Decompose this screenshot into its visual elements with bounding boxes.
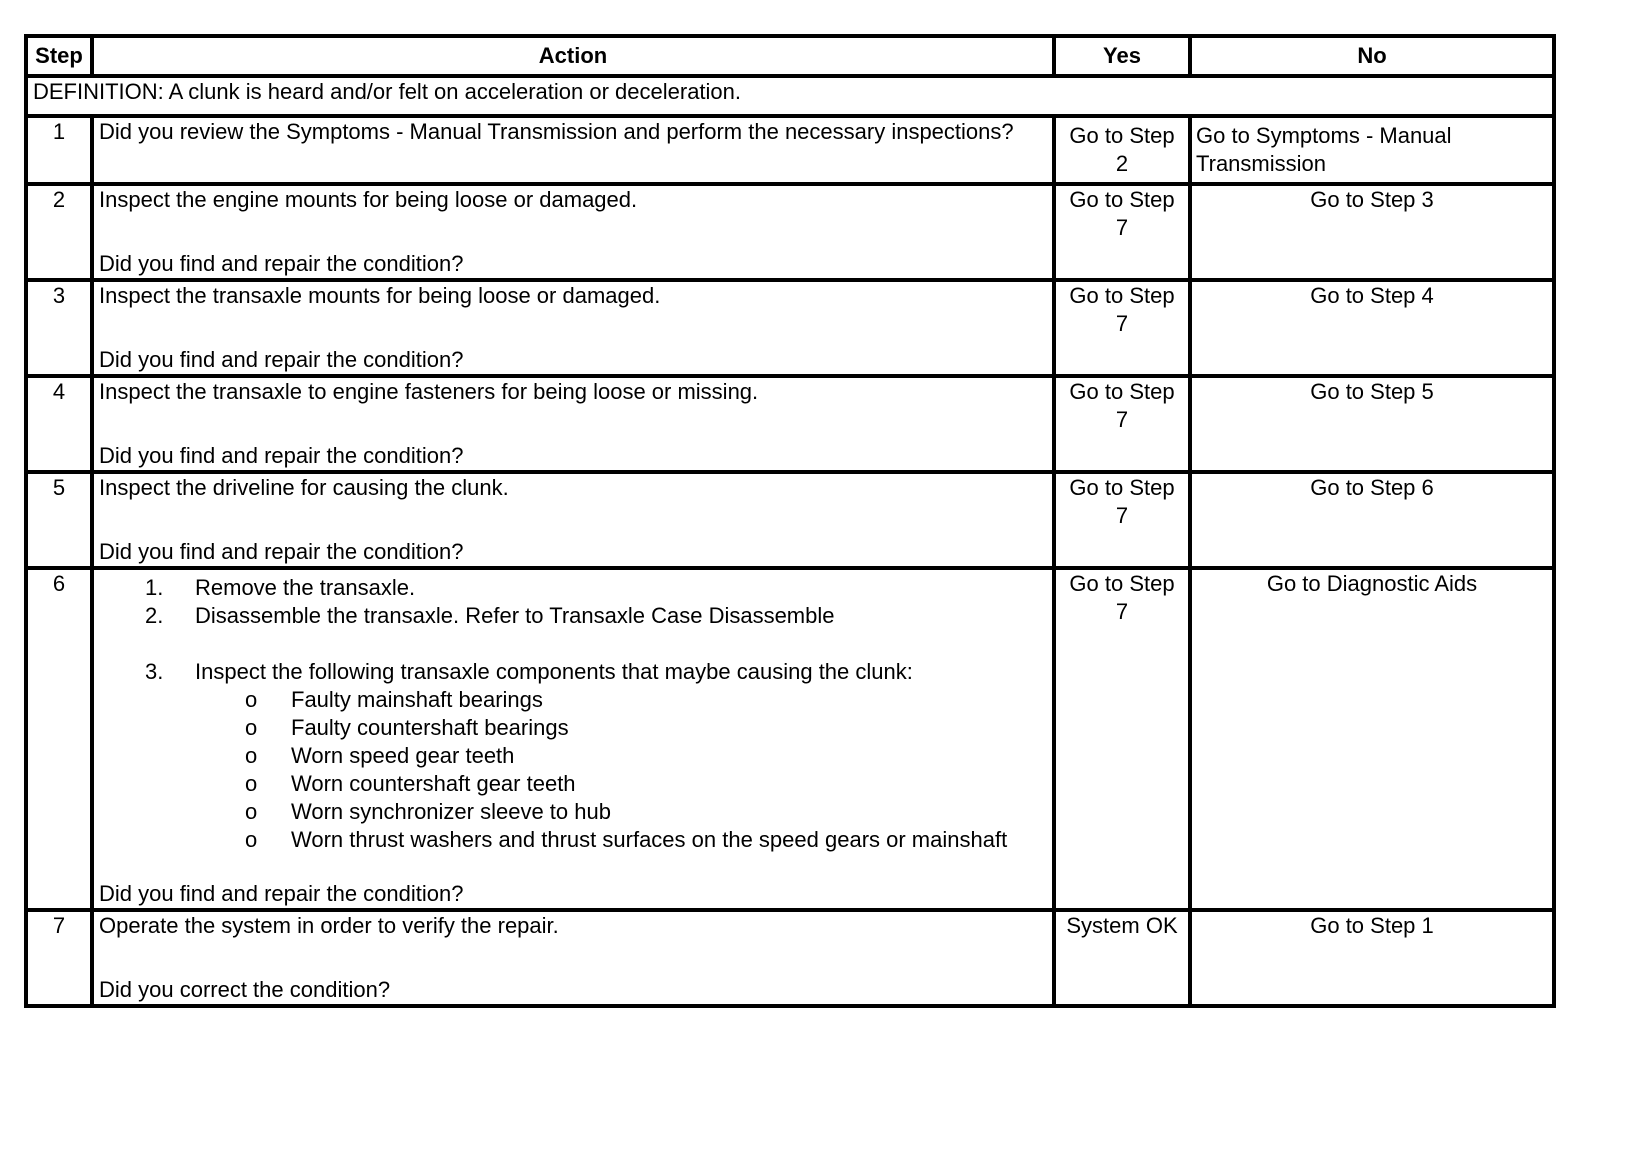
action-cell (92, 184, 1054, 280)
yes-result: Go to Step 7 (1054, 568, 1190, 910)
list-item (99, 714, 1047, 742)
substep-item (99, 574, 1047, 602)
table-row (26, 568, 1554, 910)
table-row (26, 376, 1554, 472)
step-number: 7 (26, 910, 92, 1006)
bullet-marker: o (245, 743, 258, 768)
question-text: Did you find and repair the condition? (99, 539, 464, 564)
step-number: 2 (26, 184, 92, 280)
header-yes: Yes (1054, 36, 1190, 76)
bullet-marker: o (245, 715, 258, 740)
list-item (99, 798, 1047, 826)
substep-number: 3. (145, 659, 164, 684)
header-action: Action (92, 36, 1054, 76)
bullet-marker: o (245, 799, 258, 824)
no-result: Go to Step 1 (1190, 910, 1554, 1006)
no-result: Go to Step 3 (1190, 184, 1554, 280)
table-row (26, 472, 1554, 568)
step-number: 1 (26, 116, 92, 184)
substep-number: 1. (145, 575, 164, 600)
list-item (99, 770, 1047, 798)
action-text: Did you review the Symptoms - Manual Transmission and perform the necessary inspections? (92, 116, 1054, 184)
yes-result: Go to Step 2 (1054, 116, 1190, 184)
list-item-text: Worn speed gear teeth (291, 743, 515, 768)
bullet-marker: o (245, 771, 258, 796)
table-row (26, 116, 1554, 184)
table-row (26, 184, 1554, 280)
bullet-marker: o (245, 827, 258, 852)
header-step: Step (26, 36, 92, 76)
bullet-marker: o (245, 687, 258, 712)
action-cell (92, 910, 1054, 1006)
no-result: Go to Symptoms - Manual Transmission (1190, 116, 1554, 184)
action-cell (92, 280, 1054, 376)
yes-result: Go to Step 7 (1054, 280, 1190, 376)
question-text: Did you find and repair the condition? (99, 251, 464, 276)
no-result: Go to Step 5 (1190, 376, 1554, 472)
substep-item (99, 658, 1047, 686)
action-text: Operate the system in order to verify the repair. (99, 913, 559, 938)
table-row (26, 280, 1554, 376)
no-result: Go to Diagnostic Aids (1190, 568, 1554, 910)
list-item (99, 686, 1047, 714)
list-item-text: Faulty mainshaft bearings (291, 687, 543, 712)
list-item (99, 826, 1047, 854)
yes-result: Go to Step 7 (1054, 472, 1190, 568)
no-result: Go to Step 4 (1190, 280, 1554, 376)
substep-number: 2. (145, 603, 164, 628)
step-number: 4 (26, 376, 92, 472)
action-cell (92, 376, 1054, 472)
yes-result: System OK (1054, 910, 1190, 1006)
step-number: 6 (26, 568, 92, 910)
step-number: 3 (26, 280, 92, 376)
header-no: No (1190, 36, 1554, 76)
question-text: Did you find and repair the condition? (99, 347, 464, 372)
yes-result: Go to Step 7 (1054, 184, 1190, 280)
component-list (99, 686, 1047, 854)
step-number: 5 (26, 472, 92, 568)
action-text: Inspect the driveline for causing the clunk. (99, 475, 509, 500)
question-text: Did you find and repair the condition? (99, 881, 464, 906)
substep-text: Remove the transaxle. (195, 575, 416, 600)
action-cell (92, 472, 1054, 568)
action-cell (92, 568, 1054, 910)
yes-result: Go to Step 7 (1054, 376, 1190, 472)
substep-list (99, 574, 1047, 686)
question-text: Did you find and repair the condition? (99, 443, 464, 468)
definition-text: DEFINITION: A clunk is heard and/or felt on acceleration or deceleration. (26, 76, 1554, 116)
list-item-text: Worn countershaft gear teeth (291, 771, 576, 796)
question-text: Did you correct the condition? (99, 977, 391, 1002)
action-text: Inspect the transaxle to engine fasteners for being loose or missing. (99, 379, 759, 404)
substep-item (99, 602, 1047, 630)
definition-row (26, 76, 1554, 116)
substep-text: Disassemble the transaxle. Refer to Transaxle Case Disassemble (195, 603, 835, 628)
list-item (99, 742, 1047, 770)
list-item-text: Worn synchronizer sleeve to hub (291, 799, 611, 824)
no-result: Go to Step 6 (1190, 472, 1554, 568)
list-item-text: Faulty countershaft bearings (291, 715, 569, 740)
action-text: Inspect the transaxle mounts for being loose or damaged. (99, 283, 661, 308)
diagnostic-table (24, 34, 1556, 1008)
list-item-text: Worn thrust washers and thrust surfaces on the speed gears or mainshaft (291, 827, 1008, 852)
substep-text: Inspect the following transaxle components that maybe causing the clunk: (195, 659, 913, 684)
table-row (26, 910, 1554, 1006)
header-row (26, 36, 1554, 76)
action-text: Inspect the engine mounts for being loose or damaged. (99, 187, 638, 212)
